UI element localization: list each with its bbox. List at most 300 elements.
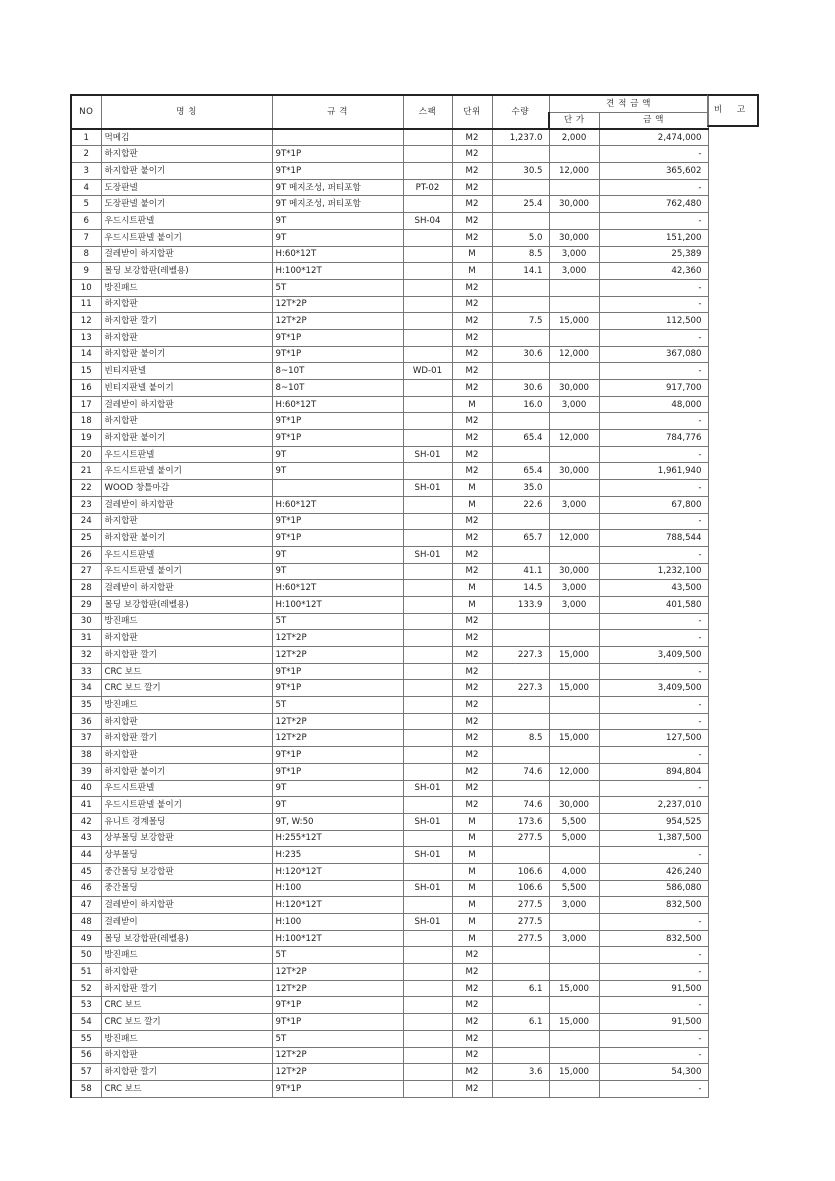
- cell-no: 54: [71, 1014, 101, 1031]
- cell-qty: [492, 363, 549, 380]
- cell-amount: 586,080: [599, 880, 708, 897]
- cell-no: 37: [71, 730, 101, 747]
- cell-name: WOOD 창틀마감: [101, 480, 272, 497]
- cell-name: 하지합판 붙이기: [101, 163, 272, 180]
- cell-amount: 917,700: [599, 380, 708, 397]
- cell-spec-code: [403, 346, 452, 363]
- header-name: 명 칭: [101, 95, 272, 129]
- cell-name: 몰딩 보강합판(레벨용): [101, 596, 272, 613]
- cell-name: 걸레받이 하지합판: [101, 897, 272, 914]
- header-amount: 금 액: [599, 112, 708, 129]
- cell-spec: 9T*1P: [272, 1080, 403, 1097]
- cell-amount: 1,232,100: [599, 563, 708, 580]
- cell-name: 몰딩 보강합판(레벨용): [101, 263, 272, 280]
- cell-unit-price: 4,000: [549, 863, 599, 880]
- cell-spec-code: [403, 1080, 452, 1097]
- cell-unit: M2: [452, 380, 492, 397]
- cell-amount: 42,360: [599, 263, 708, 280]
- cell-no: 49: [71, 930, 101, 947]
- cell-spec: 12T*2P: [272, 713, 403, 730]
- cell-unit-price: 30,000: [549, 380, 599, 397]
- cell-spec: 12T*2P: [272, 1047, 403, 1064]
- cell-spec: 5T: [272, 697, 403, 714]
- table-row: [71, 947, 708, 964]
- cell-amount: -: [599, 1080, 708, 1097]
- cell-spec-code: [403, 830, 452, 847]
- cell-unit: M2: [452, 697, 492, 714]
- cell-name: 유니트 경계몰딩: [101, 813, 272, 830]
- cell-unit: M2: [452, 146, 492, 163]
- table-row: [71, 763, 708, 780]
- cell-unit: M2: [452, 513, 492, 530]
- header-remark: 비 고: [707, 94, 759, 127]
- cell-unit: M2: [452, 329, 492, 346]
- cell-no: 2: [71, 146, 101, 163]
- cell-spec-code: [403, 797, 452, 814]
- cell-spec-code: [403, 596, 452, 613]
- cell-spec: 9T*1P: [272, 513, 403, 530]
- cell-unit: M2: [452, 997, 492, 1014]
- cell-no: 16: [71, 380, 101, 397]
- table-row: [71, 730, 708, 747]
- cell-unit-price: [549, 914, 599, 931]
- cell-name: CRC 보드 깔기: [101, 680, 272, 697]
- cell-qty: [492, 747, 549, 764]
- cell-no: 34: [71, 680, 101, 697]
- cell-no: 29: [71, 596, 101, 613]
- table-row: [71, 797, 708, 814]
- cell-name: 방진패드: [101, 613, 272, 630]
- table-row: [71, 530, 708, 547]
- cell-no: 6: [71, 213, 101, 230]
- cell-no: 42: [71, 813, 101, 830]
- cell-unit-price: [549, 847, 599, 864]
- cell-qty: [492, 947, 549, 964]
- cell-name: 하지합판: [101, 964, 272, 981]
- cell-unit-price: 3,000: [549, 396, 599, 413]
- cell-no: 11: [71, 296, 101, 313]
- cell-qty: [492, 630, 549, 647]
- table-row: [71, 546, 708, 563]
- cell-unit-price: [549, 964, 599, 981]
- cell-qty: 30.6: [492, 380, 549, 397]
- cell-qty: [492, 546, 549, 563]
- cell-no: 13: [71, 329, 101, 346]
- cell-qty: [492, 329, 549, 346]
- cell-qty: [492, 964, 549, 981]
- cell-qty: [492, 446, 549, 463]
- cell-unit-price: [549, 613, 599, 630]
- cell-unit: M: [452, 847, 492, 864]
- cell-spec-code: [403, 563, 452, 580]
- cell-amount: -: [599, 179, 708, 196]
- cell-amount: 25,389: [599, 246, 708, 263]
- cell-spec: 9T*1P: [272, 680, 403, 697]
- cell-unit: M2: [452, 630, 492, 647]
- table-row: [71, 279, 708, 296]
- cell-no: 41: [71, 797, 101, 814]
- cell-no: 14: [71, 346, 101, 363]
- cell-no: 22: [71, 480, 101, 497]
- cell-spec: 5T: [272, 279, 403, 296]
- cell-amount: -: [599, 697, 708, 714]
- cell-name: 우드시트판넬 붙이기: [101, 229, 272, 246]
- cell-unit-price: [549, 363, 599, 380]
- cell-spec-code: [403, 863, 452, 880]
- cell-amount: -: [599, 713, 708, 730]
- table-row: [71, 596, 708, 613]
- cell-qty: 14.1: [492, 263, 549, 280]
- cell-spec-code: [403, 413, 452, 430]
- table-row: [71, 1014, 708, 1031]
- cell-unit: M: [452, 246, 492, 263]
- cell-name: 하지합판 깔기: [101, 980, 272, 997]
- cell-qty: [492, 146, 549, 163]
- cell-unit: M2: [452, 463, 492, 480]
- cell-qty: 277.5: [492, 830, 549, 847]
- table-row: [71, 780, 708, 797]
- cell-spec-code: [403, 997, 452, 1014]
- table-row: [71, 1064, 708, 1081]
- table-row: [71, 1030, 708, 1047]
- header-estimate: 견 적 금 액: [549, 95, 708, 112]
- cell-qty: [492, 1080, 549, 1097]
- table-row: [71, 697, 708, 714]
- cell-unit-price: 2,000: [549, 129, 599, 146]
- cell-unit: M2: [452, 446, 492, 463]
- cell-spec: 12T*2P: [272, 630, 403, 647]
- cell-amount: -: [599, 964, 708, 981]
- cell-amount: 112,500: [599, 313, 708, 330]
- cell-spec: 9T*1P: [272, 1014, 403, 1031]
- cell-name: 하지합판: [101, 630, 272, 647]
- cell-name: 우드시트판넬 붙이기: [101, 797, 272, 814]
- cell-spec: 9T: [272, 213, 403, 230]
- cell-qty: 1,237.0: [492, 129, 549, 146]
- cell-amount: -: [599, 914, 708, 931]
- cell-unit-price: 3,000: [549, 930, 599, 947]
- cell-spec: 9T*1P: [272, 146, 403, 163]
- cell-qty: [492, 713, 549, 730]
- table-row: [71, 997, 708, 1014]
- cell-unit-price: 15,000: [549, 647, 599, 664]
- cell-name: 방진패드: [101, 697, 272, 714]
- cell-unit: M2: [452, 363, 492, 380]
- cell-unit: M: [452, 580, 492, 597]
- cell-spec-code: [403, 380, 452, 397]
- cell-name: 하지합판 깔기: [101, 313, 272, 330]
- cell-spec-code: SH-01: [403, 780, 452, 797]
- table-row: [71, 463, 708, 480]
- cell-amount: -: [599, 663, 708, 680]
- cell-spec: 9T: [272, 446, 403, 463]
- cell-unit-price: 30,000: [549, 463, 599, 480]
- cell-no: 39: [71, 763, 101, 780]
- cell-name: 우드시트판넬: [101, 546, 272, 563]
- cell-spec: H:100*12T: [272, 596, 403, 613]
- cell-unit-price: [549, 780, 599, 797]
- cell-qty: [492, 213, 549, 230]
- cell-spec-code: [403, 463, 452, 480]
- cell-unit: M2: [452, 346, 492, 363]
- cell-qty: 25.4: [492, 196, 549, 213]
- cell-unit-price: 15,000: [549, 980, 599, 997]
- cell-unit: M: [452, 880, 492, 897]
- cell-unit-price: 12,000: [549, 763, 599, 780]
- cell-spec-code: [403, 263, 452, 280]
- table-row: [71, 196, 708, 213]
- cell-unit-price: [549, 480, 599, 497]
- cell-unit: M: [452, 263, 492, 280]
- cell-name: 도장판넬: [101, 179, 272, 196]
- cell-spec: 5T: [272, 1030, 403, 1047]
- cell-spec: H:120*12T: [272, 897, 403, 914]
- cell-spec-code: SH-01: [403, 880, 452, 897]
- cell-no: 38: [71, 747, 101, 764]
- cell-spec: H:100: [272, 880, 403, 897]
- cell-spec: 8~10T: [272, 363, 403, 380]
- table-row: [71, 513, 708, 530]
- cell-no: 9: [71, 263, 101, 280]
- cell-name: 방진패드: [101, 1030, 272, 1047]
- cell-unit-price: 30,000: [549, 229, 599, 246]
- cell-unit: M2: [452, 613, 492, 630]
- cell-unit-price: 3,000: [549, 246, 599, 263]
- cell-name: 걸레받이 하지합판: [101, 580, 272, 597]
- cell-unit: M: [452, 914, 492, 931]
- cell-name: 하지합판 깔기: [101, 1064, 272, 1081]
- cell-unit-price: 12,000: [549, 346, 599, 363]
- cell-name: CRC 보드: [101, 663, 272, 680]
- cell-spec-code: [403, 663, 452, 680]
- cell-spec-code: [403, 680, 452, 697]
- cell-unit-price: [549, 663, 599, 680]
- cell-qty: 106.6: [492, 880, 549, 897]
- cell-unit: M2: [452, 780, 492, 797]
- cell-unit-price: 3,000: [549, 580, 599, 597]
- cell-amount: -: [599, 279, 708, 296]
- cell-unit-price: [549, 713, 599, 730]
- cell-unit-price: 12,000: [549, 163, 599, 180]
- table-row: [71, 179, 708, 196]
- table-row: [71, 363, 708, 380]
- cell-unit-price: [549, 213, 599, 230]
- cell-unit-price: 3,000: [549, 897, 599, 914]
- cell-name: 우드시트판넬 붙이기: [101, 563, 272, 580]
- cell-no: 18: [71, 413, 101, 430]
- cell-qty: 3.6: [492, 1064, 549, 1081]
- cell-amount: 3,409,500: [599, 647, 708, 664]
- cell-qty: [492, 997, 549, 1014]
- cell-amount: 894,804: [599, 763, 708, 780]
- cell-spec: H:255*12T: [272, 830, 403, 847]
- cell-spec-code: [403, 163, 452, 180]
- cell-spec-code: [403, 296, 452, 313]
- cell-amount: -: [599, 213, 708, 230]
- cell-no: 51: [71, 964, 101, 981]
- cell-name: 우드시트판넬: [101, 213, 272, 230]
- cell-spec-code: PT-02: [403, 179, 452, 196]
- cell-spec: 9T*1P: [272, 663, 403, 680]
- cell-no: 20: [71, 446, 101, 463]
- cell-spec-code: [403, 697, 452, 714]
- cell-spec-code: [403, 279, 452, 296]
- cell-spec: 9T 메지조성, 퍼티포함: [272, 196, 403, 213]
- cell-spec-code: [403, 947, 452, 964]
- cell-no: 40: [71, 780, 101, 797]
- cell-spec: H:60*12T: [272, 496, 403, 513]
- cell-qty: [492, 697, 549, 714]
- cell-spec-code: [403, 329, 452, 346]
- cell-name: 중간몰딩 보강합판: [101, 863, 272, 880]
- cell-spec-code: [403, 196, 452, 213]
- cell-amount: -: [599, 613, 708, 630]
- cell-unit-price: 3,000: [549, 596, 599, 613]
- cell-unit: M2: [452, 730, 492, 747]
- cell-no: 12: [71, 313, 101, 330]
- cell-spec: 5T: [272, 947, 403, 964]
- cell-amount: 151,200: [599, 229, 708, 246]
- cell-no: 57: [71, 1064, 101, 1081]
- cell-name: CRC 보드: [101, 997, 272, 1014]
- cell-unit: M2: [452, 163, 492, 180]
- cell-unit: M2: [452, 964, 492, 981]
- cell-amount: 832,500: [599, 897, 708, 914]
- table-row: [71, 813, 708, 830]
- header-unit-price: 단 가: [549, 112, 599, 129]
- table-row: [71, 380, 708, 397]
- cell-unit-price: 3,000: [549, 496, 599, 513]
- cell-name: CRC 보드 깔기: [101, 1014, 272, 1031]
- cell-spec-code: [403, 747, 452, 764]
- cell-unit-price: 5,500: [549, 813, 599, 830]
- cell-unit-price: 12,000: [549, 530, 599, 547]
- cell-name: 걸레받이 하지합판: [101, 496, 272, 513]
- cell-amount: -: [599, 513, 708, 530]
- cell-spec-code: SH-04: [403, 213, 452, 230]
- cell-no: 23: [71, 496, 101, 513]
- table-row: [71, 863, 708, 880]
- cell-name: 도장판넬 붙이기: [101, 196, 272, 213]
- cell-qty: 106.6: [492, 863, 549, 880]
- cell-spec: H:60*12T: [272, 246, 403, 263]
- cell-amount: 48,000: [599, 396, 708, 413]
- table-row: [71, 897, 708, 914]
- table-body: [71, 129, 708, 1097]
- cell-spec: 9T*1P: [272, 747, 403, 764]
- cell-no: 50: [71, 947, 101, 964]
- cell-amount: -: [599, 446, 708, 463]
- cell-amount: 54,300: [599, 1064, 708, 1081]
- cell-spec-code: SH-01: [403, 847, 452, 864]
- cell-qty: 30.6: [492, 346, 549, 363]
- cell-unit: M: [452, 596, 492, 613]
- cell-spec-code: [403, 647, 452, 664]
- cell-qty: [492, 780, 549, 797]
- header-unit: 단위: [452, 95, 492, 129]
- cell-qty: 65.4: [492, 463, 549, 480]
- cell-unit-price: 15,000: [549, 313, 599, 330]
- cell-amount: 367,080: [599, 346, 708, 363]
- cell-no: 46: [71, 880, 101, 897]
- table-row: [71, 313, 708, 330]
- cell-unit: M: [452, 496, 492, 513]
- cell-spec: H:60*12T: [272, 580, 403, 597]
- cell-spec-code: [403, 713, 452, 730]
- cell-name: 하지합판: [101, 713, 272, 730]
- cell-unit: M2: [452, 947, 492, 964]
- table-row: [71, 229, 708, 246]
- cell-spec-code: SH-01: [403, 446, 452, 463]
- cell-amount: -: [599, 630, 708, 647]
- table-row: [71, 930, 708, 947]
- cell-qty: 173.6: [492, 813, 549, 830]
- table-row: [71, 563, 708, 580]
- cell-amount: 91,500: [599, 1014, 708, 1031]
- cell-no: 7: [71, 229, 101, 246]
- cell-no: 30: [71, 613, 101, 630]
- cell-unit: M2: [452, 1030, 492, 1047]
- cell-unit-price: [549, 513, 599, 530]
- cell-unit-price: [549, 1080, 599, 1097]
- cell-unit: M2: [452, 747, 492, 764]
- cell-name: 하지합판 붙이기: [101, 763, 272, 780]
- cell-unit-price: [549, 329, 599, 346]
- cell-no: 21: [71, 463, 101, 480]
- cell-qty: 7.5: [492, 313, 549, 330]
- cell-name: 하지합판 붙이기: [101, 430, 272, 447]
- cell-name: 하지합판: [101, 296, 272, 313]
- cell-unit-price: [549, 179, 599, 196]
- cell-amount: 784,776: [599, 430, 708, 447]
- cell-spec: 9T: [272, 797, 403, 814]
- cell-unit-price: 30,000: [549, 563, 599, 580]
- cell-spec-code: [403, 229, 452, 246]
- cell-unit-price: [549, 546, 599, 563]
- cell-spec: 12T*2P: [272, 647, 403, 664]
- cell-spec: 12T*2P: [272, 730, 403, 747]
- cell-spec: [272, 129, 403, 146]
- cell-no: 55: [71, 1030, 101, 1047]
- cell-qty: 30.5: [492, 163, 549, 180]
- cell-spec-code: SH-01: [403, 914, 452, 931]
- cell-no: 5: [71, 196, 101, 213]
- cell-spec-code: [403, 246, 452, 263]
- cell-amount: -: [599, 1047, 708, 1064]
- cell-name: 걸레받이 하지합판: [101, 246, 272, 263]
- cell-unit: M2: [452, 663, 492, 680]
- table-row: [71, 847, 708, 864]
- cell-name: CRC 보드: [101, 1080, 272, 1097]
- table-row: [71, 663, 708, 680]
- cell-qty: 227.3: [492, 680, 549, 697]
- cell-unit-price: 15,000: [549, 1064, 599, 1081]
- table-row: [71, 1080, 708, 1097]
- cell-amount: -: [599, 546, 708, 563]
- cell-amount: -: [599, 847, 708, 864]
- cell-qty: 133.9: [492, 596, 549, 613]
- cell-qty: 8.5: [492, 730, 549, 747]
- cell-no: 43: [71, 830, 101, 847]
- cell-name: 하지합판: [101, 146, 272, 163]
- cell-qty: 277.5: [492, 914, 549, 931]
- cell-spec: 9T*1P: [272, 530, 403, 547]
- cell-amount: 1,387,500: [599, 830, 708, 847]
- cell-spec: 8~10T: [272, 380, 403, 397]
- cell-unit-price: [549, 997, 599, 1014]
- table-row: [71, 163, 708, 180]
- cell-unit-price: 15,000: [549, 680, 599, 697]
